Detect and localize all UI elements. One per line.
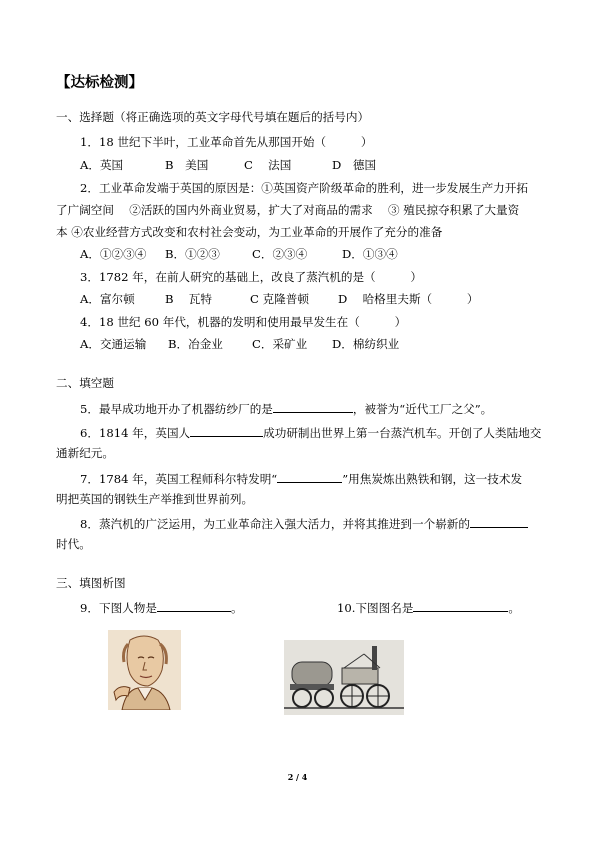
- q7-text-before: 7．1784 年，英国工程师科尔特发明“: [80, 472, 278, 486]
- section-figure-title: 三、填图析图: [56, 576, 126, 590]
- q4-option-d: D．棉纺织业: [332, 337, 400, 351]
- question-7-line1: [80, 470, 522, 487]
- question-7-line2: 明把英国的钢铁生产举推到世界前列。: [56, 492, 254, 506]
- q4-option-a: A．交通运输: [80, 337, 147, 351]
- q7-answer-blank[interactable]: [277, 470, 342, 483]
- q6-answer-blank[interactable]: [190, 424, 263, 437]
- question-2-line2: 了广阔空间 ②活跃的国内外商业贸易，扩大了对商品的需求 ③ 殖民掠夺积累了大量资: [56, 203, 520, 217]
- question-9: [80, 599, 243, 616]
- q5-text-after: ，被誉为“近代工厂之父”。: [352, 402, 493, 416]
- question-2-line1: 2．工业革命发端于英国的原因是：①英国资产阶级革命的胜利，进一步发展生产力开拓: [80, 181, 528, 195]
- question-10: [337, 599, 520, 616]
- q1-option-a: A．英国: [80, 158, 124, 172]
- page-number: 2 / 4: [287, 772, 308, 782]
- q5-text-before: 5．最早成功地开办了机器纺纱厂的是: [80, 402, 273, 416]
- section-heading: 【达标检测】: [56, 75, 143, 91]
- q8-answer-blank[interactable]: [470, 515, 528, 528]
- q3-option-c: C 克隆普顿: [250, 292, 309, 306]
- q8-text-before: 8．蒸汽机的广泛运用，为工业革命注入强大活力，并将其推进到一个崭新的: [80, 517, 470, 531]
- q3-option-d: D 哈格里夫斯（ ）: [338, 292, 479, 306]
- question-6-line1: [80, 424, 541, 441]
- portrait-image: [108, 630, 181, 710]
- q1-option-d: D 德国: [332, 158, 377, 172]
- q3-option-a: A．富尔顿: [80, 292, 135, 306]
- question-6-line2: 通新纪元。: [56, 446, 114, 460]
- question-4-stem: 4．18 世纪 60 年代，机器的发明和使用最早发生在（ ）: [80, 315, 407, 329]
- q2-option-c: C．②③④: [252, 247, 308, 261]
- q9-answer-blank[interactable]: [157, 599, 231, 612]
- section-fill-title: 二、填空题: [56, 376, 114, 390]
- question-5: [80, 400, 492, 417]
- q6-text-after: 成功研制出世界上第一台蒸汽机车。开创了人类陆地交: [263, 426, 542, 440]
- question-8-line1: [80, 515, 528, 532]
- q2-option-d: D．①③④: [342, 247, 398, 261]
- question-8-line2: 时代。: [56, 537, 91, 551]
- q2-option-a: A．①②③④: [80, 247, 147, 261]
- q10-text-before: 10.下图图名是: [337, 601, 414, 615]
- steam-locomotive-image: [284, 640, 404, 715]
- q10-answer-blank[interactable]: [413, 599, 508, 612]
- question-3-stem: 3．1782 年，在前人研究的基础上，改良了蒸汽机的是（ ）: [80, 270, 423, 284]
- q1-option-b: B 美国: [165, 158, 209, 172]
- q5-answer-blank[interactable]: [273, 400, 353, 413]
- q4-option-b: B．冶金业: [168, 337, 223, 351]
- q10-text-after: 。: [508, 601, 521, 615]
- q6-text-before: 6．1814 年，英国人: [80, 426, 191, 440]
- q2-option-b: B．①②③: [165, 247, 220, 261]
- q9-text-before: 9．下图人物是: [80, 601, 157, 615]
- q3-option-b: B 瓦特: [165, 292, 212, 306]
- q9-text-after: 。: [230, 601, 243, 615]
- q7-text-after: ”用焦炭炼出熟铁和钢，这一技术发: [342, 472, 523, 486]
- question-1-stem: 1．18 世纪下半叶，工业革命首先从那国开始（ ）: [80, 135, 373, 149]
- section-choice-title: 一、选择题（将正确选项的英文字母代号填在题后的括号内）: [56, 110, 370, 124]
- question-2-line3: 本 ④农业经营方式改变和农村社会变动，为工业革命的开展作了充分的准备: [56, 225, 443, 239]
- q1-option-c: C 法国: [244, 158, 292, 172]
- q4-option-c: C．采矿业: [252, 337, 308, 351]
